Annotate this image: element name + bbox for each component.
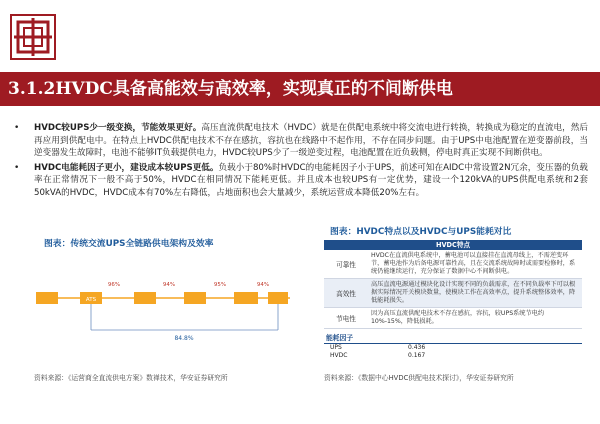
ups-power-chain-diagram <box>34 272 294 346</box>
rectifier-block <box>134 292 156 304</box>
bullet-body: 负载小于80%时HVDC的电能耗因子小于UPS，前述可知在AIDC中常设置2N冗余，变压器的负载率在正常情况下一般不高于50%，HVDC在相同情况下能耗更低。并且成本也较UPS有一定优势，建设一个120kVA的UPS供配电系统和2套50kVA的HVDC，HVDC成本有70%左右降低，占地面积也会大量减少，系统运营成本降低20%左右。 <box>34 162 588 198</box>
power-factor-title: 能耗因子 <box>324 329 582 344</box>
table-row <box>324 308 582 329</box>
ats-label: ATS <box>85 297 97 303</box>
efficiency-label: 94% <box>256 282 270 288</box>
table-row <box>324 279 582 308</box>
hvdc-feature-table <box>324 240 582 360</box>
pf-name: HVDC <box>330 352 348 359</box>
bullet-text <box>34 122 588 160</box>
bullet-list <box>14 122 588 202</box>
pf-value: 0.436 <box>408 344 426 351</box>
power-factor-row <box>324 344 582 352</box>
bullet-bold-lead: HVDC较UPS少一级变换，节能效果更好。 <box>34 123 202 133</box>
bullet-item <box>14 162 588 200</box>
bullet-dot-icon: • <box>14 123 20 133</box>
source-block <box>36 292 58 304</box>
table-row <box>324 250 582 279</box>
bullet-item <box>14 122 588 160</box>
inverter-block <box>184 292 206 304</box>
efficiency-label: 95% <box>213 282 227 288</box>
bullet-bold-lead: HVDC电能耗因子更小，建设成本较UPS更低。 <box>34 162 219 173</box>
figure-caption-left: 图表：传统交流UPS全链路供电架构及效率 <box>44 239 214 249</box>
server-block <box>268 292 288 304</box>
pf-name: UPS <box>330 344 342 351</box>
source-note-right: 资料来源：《数据中心HVDC供配电技术探讨》，华安证券研究所 <box>324 374 514 382</box>
page-title: 3.1.2HVDC具备高能效与高效率，实现真正的不间断供电 <box>0 72 600 106</box>
source-note-left: 资料来源：《运营商全直流供电方案》数禅技术，华安证券研究所 <box>34 374 228 382</box>
efficiency-label: 96% <box>107 282 121 288</box>
row-value: 因为高压直流供配电技术不存在感抗，容抗，较UPS系统节电约10%-15%，降低损耗。 <box>371 310 545 325</box>
pdu-block <box>234 292 258 304</box>
row-key: 节电性 <box>336 315 356 323</box>
company-logo <box>10 14 56 60</box>
row-value: HVDC在直流供电系统中，蓄电池可以直接挂在直流母线上，不需逆变环节，蓄电池作为后备电源可靠性高，且在交流系统故障时或需要检修时，系统仍能继续运行，充分保证了数据中心不间断供电。 <box>371 252 576 275</box>
table-header: HVDC特点 <box>324 240 582 250</box>
bullet-dot-icon: • <box>14 162 20 173</box>
bullet-text <box>34 162 588 200</box>
efficiency-label: 94% <box>162 282 176 288</box>
row-key: 可靠性 <box>336 261 356 269</box>
total-efficiency-label: 84.8% <box>174 335 194 342</box>
bullet-body: 高压直流供配电技术（HVDC）就是在供配电系统中将交流电进行转换，转换成为稳定的直流电，然后再应用到供配电中。在特点上HVDC供配电技术不存在感抗，容抗也在线路中不起作用，不存在同步问题。由于UPS中电池配置在逆变器前段，当逆变器发生故障时，电池不能够IT负载提供电力，HVDC较UPS少了一级逆变过程，电池配置在近负载侧，停电时真正实现不间断供电。 <box>34 123 588 159</box>
pf-value: 0.167 <box>408 352 426 359</box>
row-key: 高效性 <box>336 290 356 298</box>
figure-caption-right: 图表：HVDC特点以及HVDC与UPS能耗对比 <box>330 227 512 237</box>
power-factor-row <box>324 352 582 360</box>
row-value: 高压直流电源通过模块化设计实现不同的负载需求，在不同负载率下可以根据实际情况开关模块数量，使模块工作在高效率点，提升系统整体效率，降低能耗损失。 <box>371 281 576 304</box>
